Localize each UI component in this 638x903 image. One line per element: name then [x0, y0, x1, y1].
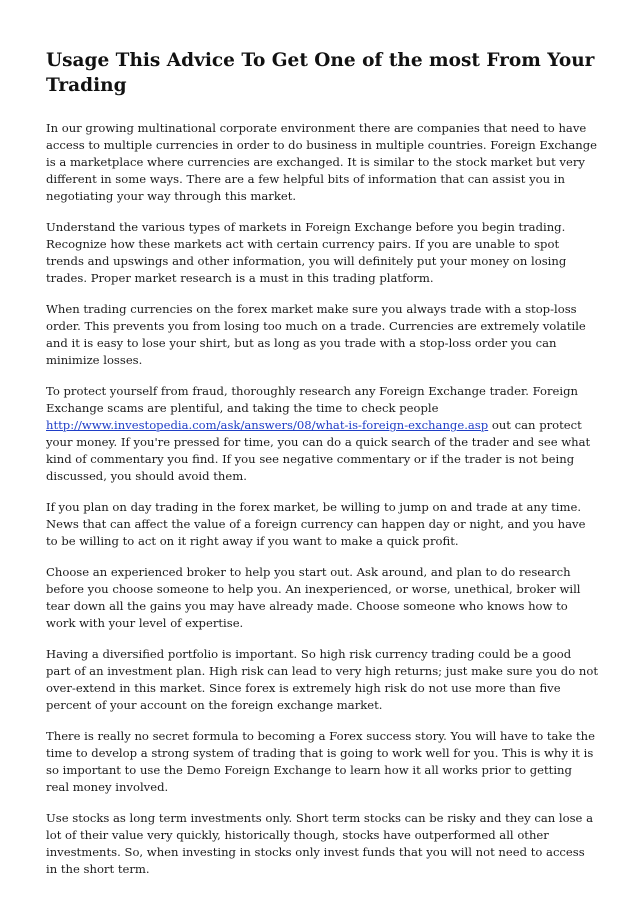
paragraph-day-trading: If you plan on day trading in the forex market, be willing to jump on and trade at any time. News that can affect the value of a foreign currency can happen day or night, and you have to be willing to act on it right away if you want to make a quick profit.: [46, 500, 586, 548]
paragraph-market-types: Understand the various types of markets in Foreign Exchange before you begin trading. Recognize how these markets act with certain currency pairs. If you are unable to spot trends and upswings and other information, you will definitely put your money on losing trades. Proper market research is a must in this trading platform.: [46, 220, 567, 285]
paragraph-fraud: [46, 383, 598, 485]
paragraph-portfolio: Having a diversified portfolio is important. So high risk currency trading could be a good part of an investment plan. High risk can lead to very high returns; just make sure you do not over-extend in this market. Since forex is extremely high risk do not use more than five percent of your account on the foreign exchange market.: [46, 647, 598, 712]
investopedia-link[interactable]: http://www.investopedia.com/ask/answers/08/what-is-foreign-exchange.asp: [46, 418, 489, 432]
paragraph-stop-loss: When trading currencies on the forex market make sure you always trade with a stop-loss order. This prevents you from losing too much on a trade. Currencies are extremely volatile and it is easy to lose your shirt, but as long as you trade with a stop-loss order you can minimize losses.: [46, 302, 586, 367]
document-page: [46, 48, 598, 892]
paragraph-broker: Choose an experienced broker to help you start out. Ask around, and plan to do research before you choose someone to help you. An inexperienced, or worse, unethical, broker will tear down all the gains you may have already made. Choose someone who knows how to work with your level of expertise.: [46, 565, 581, 630]
paragraph-secret-formula: There is really no secret formula to becoming a Forex success story. You will have to take the time to develop a strong system of trading that is going to work well for you. This is why it is so important to use the Demo Foreign Exchange to learn how it all works prior to getting real money involved.: [46, 729, 595, 794]
page-title: Usage This Advice To Get One of the most From Your Trading: [46, 50, 595, 96]
paragraph-stocks: Use stocks as long term investments only. Short term stocks can be risky and they can lose a lot of their value very quickly, historically though, stocks have outperformed all other investments. So, when investing in stocks only invest funds that you will not need to access in the short term.: [46, 811, 594, 876]
paragraph-intro: In our growing multinational corporate environment there are companies that need to have access to multiple currencies in order to do business in multiple countries. Foreign Exchange is a marketplace where currencies are exchanged. It is similar to the stock market but very different in some ways. There are a few helpful bits of information that can assist you in negotiating your way through this market.: [46, 121, 597, 203]
paragraph-fraud-text-before: To protect yourself from fraud, thoroughly research any Foreign Exchange trader. Foreign Exchange scams are plentiful, and taking the time to check people: [46, 384, 578, 415]
paragraph-fraud-text-after: out can protect your money. If you're pressed for time, you can do a quick search of the trader and see what kind of commentary you find. If you see negative commentary or if the trader is not being discussed, you should avoid them.: [46, 418, 591, 483]
